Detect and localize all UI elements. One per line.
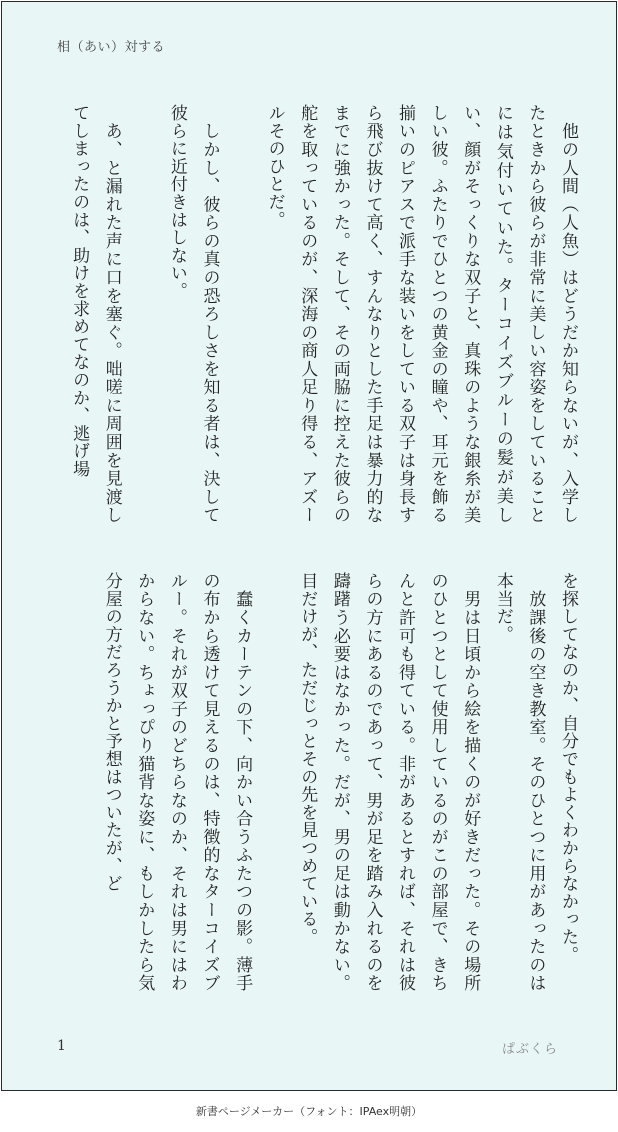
paragraph: 蠢くカーテンの下、向かい合うふたつの影。薄手の布から透けて見えるのは、特徴的なターコイズブルー。それが双子のどちらなのか、それは男にはわからない。ちょっぴり猫背な姿に、もしかしたら気分屋の方だろうかと予想はついたが、ど <box>101 572 253 992</box>
paragraph: 放課後の空き教室。そのひとつに用があったのは本当だ。 <box>492 572 546 992</box>
paragraph: 男は日頃から絵を描くのが好きだった。その場所のひとつとして使用しているのがこの部屋で、きちんと許可も得ている。非があるとすれば、それは彼らの方にあるのであって、男が足を踏み入れるのを躊躇う必要はなかった。だが、男の足は動かない。目だけが、ただじっとその先を見つめている。 <box>297 572 481 992</box>
paragraph: 他の人間（人魚）はどうだか知らないが、入学したときから彼らが非常に美しい容姿をしていることには気付いていた。ターコイズブルーの髪が美しい、顔がそっくりな双子と、真珠のような銀糸が美しい彼。ふたりでひとつの黄金の瞳や、耳元を飾る揃いのピアスで派手な装いをしている双子は身長すら飛び抜けて高く、すんなりとした手足は暴力的なまでに強かった。そして、その両脇に控えた彼らの舵を取っているのが、深海の商人足り得る、アズールそのひとだ。 <box>264 104 578 524</box>
page-number: 1 <box>57 1038 66 1054</box>
paragraph: を探してなのか、自分でもよくわからなかった。 <box>558 572 578 964</box>
lower-text-block <box>95 572 584 992</box>
running-header-title: 相（あい）対する <box>57 40 166 55</box>
upper-text-block <box>63 104 585 524</box>
book-page <box>1 1 617 1091</box>
paragraph: しかし、彼らの真の恐ろしさを知る者は、決して彼らに近付きはしない。 <box>166 104 220 524</box>
footer-caption: 新書ページメーカー（フォント：IPAex明朝） <box>195 1105 423 1118</box>
paragraph: あ、と漏れた声に口を塞ぐ。咄嗟に周囲を見渡してしまったのは、助けを求めてなのか、逃げ場 <box>69 104 122 524</box>
author-name: ぱぶくら <box>501 1042 558 1057</box>
paragraph-spacer <box>128 104 161 524</box>
paragraph-spacer <box>225 104 258 524</box>
paragraph-spacer <box>258 572 291 992</box>
